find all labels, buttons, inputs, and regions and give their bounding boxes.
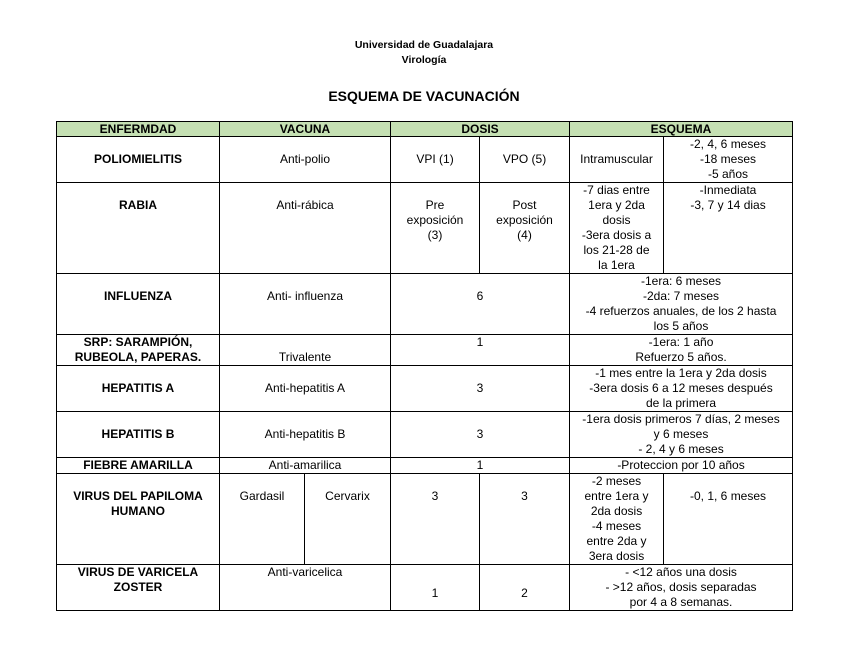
- dose-cell: VPO (5): [480, 137, 570, 183]
- university-name: Universidad de Guadalajara: [354, 39, 494, 51]
- header-enfermedad: ENFERMDAD: [57, 122, 220, 137]
- disease-cell: FIEBRE AMARILLA: [57, 458, 220, 474]
- dose-cell: 1: [391, 335, 570, 366]
- dose-cell: 3: [391, 474, 480, 565]
- disease-cell: VIRUS DE VARICELA ZOSTER: [57, 565, 220, 611]
- disease-cell: POLIOMIELITIS: [57, 137, 220, 183]
- schedule-cell: -1era: 1 año Refuerzo 5 años.: [570, 335, 793, 366]
- disease-cell: SRP: SARAMPIÓN, RUBEOLA, PAPERAS.: [57, 335, 220, 366]
- table-header-row: [57, 122, 793, 137]
- dose-cell: 6: [391, 274, 570, 335]
- table-row: [57, 565, 793, 611]
- schedule-cell: -7 dias entre 1era y 2da dosis -3era dosis a los 21-28 de la 1era: [570, 183, 664, 274]
- schedule-cell: -1 mes entre la 1era y 2da dosis -3era dosis 6 a 12 meses después de la primera: [570, 366, 793, 412]
- vaccine-cell: Trivalente: [220, 335, 391, 366]
- vaccination-table: [56, 121, 793, 611]
- table-row: [57, 183, 793, 274]
- table-row: [57, 137, 793, 183]
- schedule-cell: Intramuscular: [570, 137, 664, 183]
- vaccine-cell: Anti-amarilica: [220, 458, 391, 474]
- schedule-cell: -0, 1, 6 meses: [664, 474, 793, 565]
- header-dosis: DOSIS: [391, 122, 570, 137]
- document-title: ESQUEMA DE VACUNACIÓN: [328, 88, 520, 104]
- subject-name: Virología: [401, 54, 447, 66]
- table-row: [57, 458, 793, 474]
- dose-cell: Pre exposición (3): [391, 183, 480, 274]
- table-row: [57, 474, 793, 565]
- disease-cell: HEPATITIS B: [57, 412, 220, 458]
- table-row: [57, 274, 793, 335]
- dose-cell: 1: [391, 565, 480, 611]
- dose-cell: Post exposición (4): [480, 183, 570, 274]
- schedule-cell: -Proteccion por 10 años: [570, 458, 793, 474]
- table-row: [57, 412, 793, 458]
- vaccine-cell: Anti-hepatitis A: [220, 366, 391, 412]
- disease-cell: RABIA: [57, 183, 220, 274]
- table-row: [57, 335, 793, 366]
- schedule-cell: -2 meses entre 1era y 2da dosis -4 meses entre 2da y 3era dosis: [570, 474, 664, 565]
- dose-cell: 2: [480, 565, 570, 611]
- schedule-cell: -2, 4, 6 meses -18 meses -5 años: [664, 137, 793, 183]
- disease-cell: VIRUS DEL PAPILOMA HUMANO: [57, 474, 220, 565]
- vaccine-cell: Anti-polio: [220, 137, 391, 183]
- table-row: [57, 366, 793, 412]
- schedule-cell: -Inmediata -3, 7 y 14 dias: [664, 183, 793, 274]
- header-esquema: ESQUEMA: [570, 122, 793, 137]
- schedule-cell: -1era dosis primeros 7 días, 2 meses y 6 meses - 2, 4 y 6 meses: [570, 412, 793, 458]
- dose-cell: 3: [480, 474, 570, 565]
- vaccine-cell: Anti-varicelica: [220, 565, 391, 611]
- dose-cell: VPI (1): [391, 137, 480, 183]
- dose-cell: 1: [391, 458, 570, 474]
- disease-cell: HEPATITIS A: [57, 366, 220, 412]
- dose-cell: 3: [391, 412, 570, 458]
- vaccine-cell: Anti- influenza: [220, 274, 391, 335]
- schedule-cell: -1era: 6 meses -2da: 7 meses -4 refuerzos anuales, de los 2 hasta los 5 años: [570, 274, 793, 335]
- disease-cell: INFLUENZA: [57, 274, 220, 335]
- vaccine-cell: Anti-rábica: [220, 183, 391, 274]
- vaccine-cell: Cervarix: [305, 474, 391, 565]
- vaccine-cell: Anti-hepatitis B: [220, 412, 391, 458]
- header-vacuna: VACUNA: [220, 122, 391, 137]
- vaccine-cell: Gardasil: [220, 474, 305, 565]
- schedule-cell: - <12 años una dosis - >12 años, dosis separadas por 4 a 8 semanas.: [570, 565, 793, 611]
- dose-cell: 3: [391, 366, 570, 412]
